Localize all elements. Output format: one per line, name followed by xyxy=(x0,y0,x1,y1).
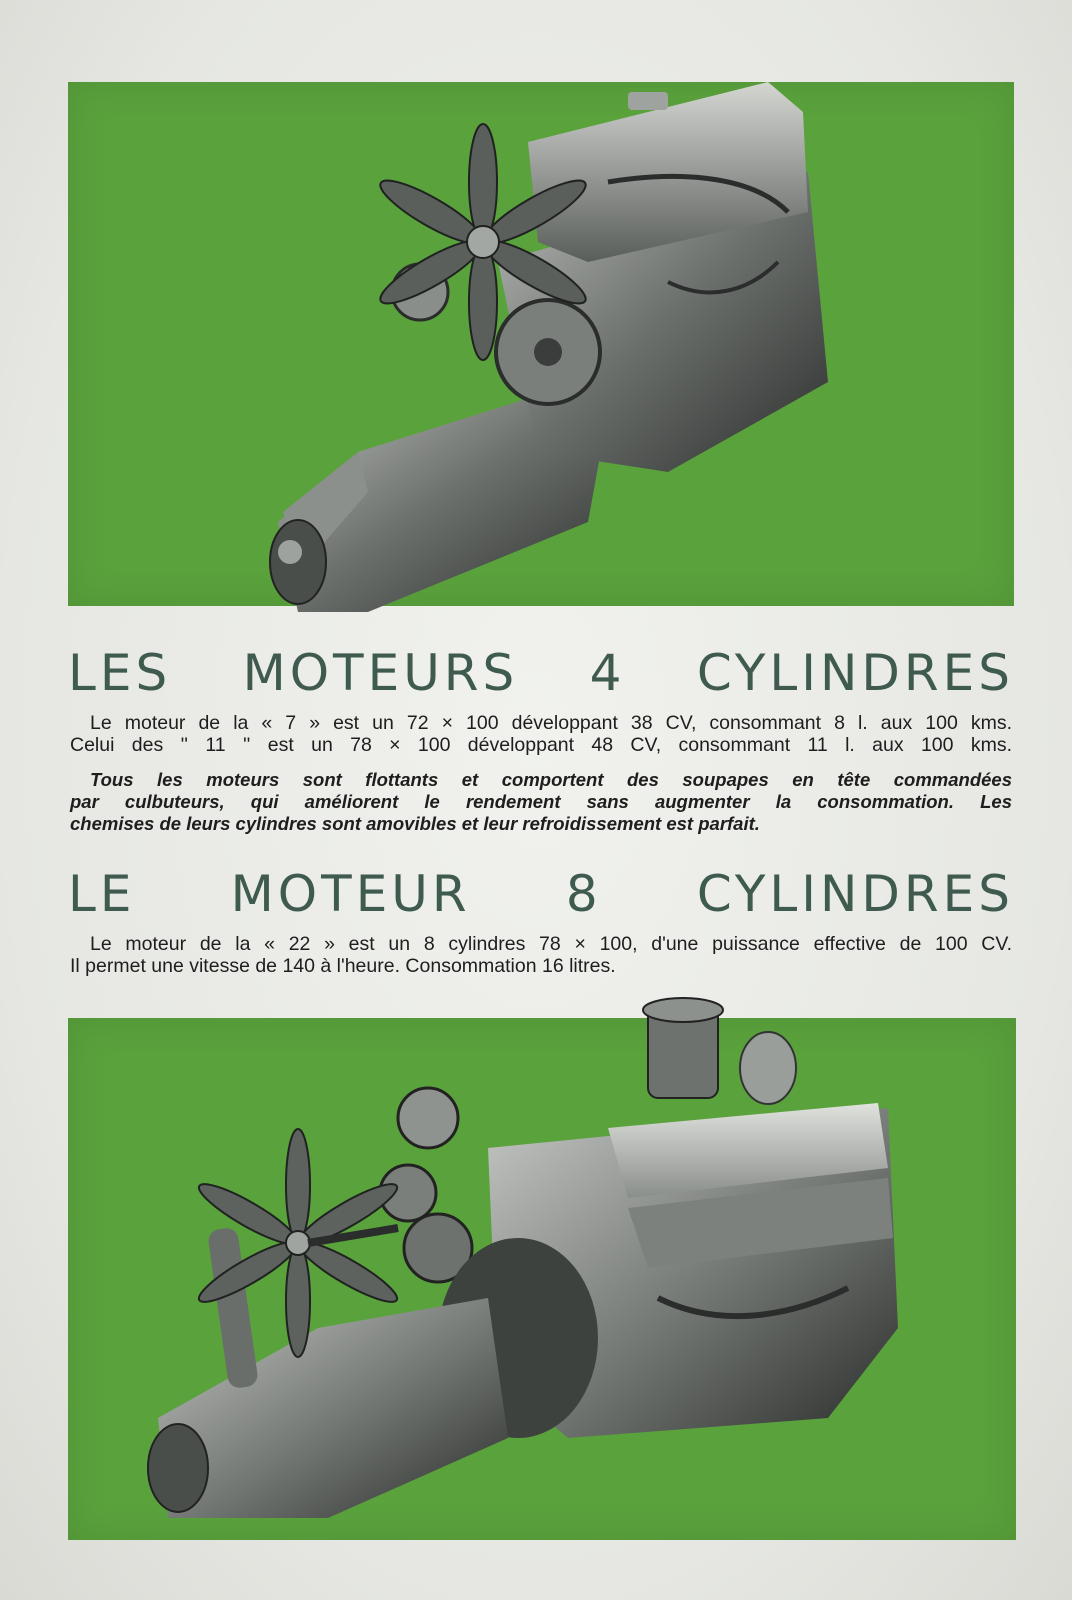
eight-cylinder-heading xyxy=(68,867,1014,921)
four-cylinder-heading xyxy=(68,646,1014,700)
four-cylinder-note xyxy=(70,769,1012,835)
heading-word: 8 xyxy=(565,865,602,923)
specs-line: Le moteur de la « 7 » est un 72 × 100 développant 38 CV, consommant 8 l. aux 100 kms. xyxy=(90,712,1012,734)
heading-word: MOTEUR xyxy=(230,865,471,923)
eight-cylinder-engine-photo xyxy=(68,1018,1016,1540)
four-cylinder-engine-photo xyxy=(68,82,1014,606)
note-line: Tous les moteurs sont flottants et comportent des soupapes en tête commandées xyxy=(90,769,1012,790)
eight-cylinder-engine-illustration xyxy=(68,998,1016,1538)
specs-line: Le moteur de la « 22 » est un 8 cylindres 78 × 100, d'une puissance effective de 100 CV. xyxy=(90,933,1012,955)
note-line: par culbuteurs, qui améliorent le rendement sans augmenter la consommation. Les xyxy=(70,791,1012,812)
heading-word: 4 xyxy=(589,644,626,702)
heading-word: LE xyxy=(68,865,136,923)
heading-word: MOTEURS xyxy=(242,644,519,702)
note-line: chemises de leurs cylindres sont amovibles et leur refroidissement est parfait. xyxy=(70,813,760,834)
heading-word: CYLINDRES xyxy=(696,865,1014,923)
specs-line: Il permet une vitesse de 140 à l'heure. Consommation 16 litres. xyxy=(70,954,616,977)
eight-cylinder-specs xyxy=(70,934,1012,977)
heading-word: LES xyxy=(68,644,172,702)
heading-word: CYLINDRES xyxy=(696,644,1014,702)
specs-line: Celui des '' 11 '' est un 78 × 100 développant 48 CV, consommant 11 l. aux 100 kms. xyxy=(70,733,1012,756)
four-cylinder-engine-illustration xyxy=(68,52,1014,612)
four-cylinder-specs xyxy=(70,713,1012,756)
